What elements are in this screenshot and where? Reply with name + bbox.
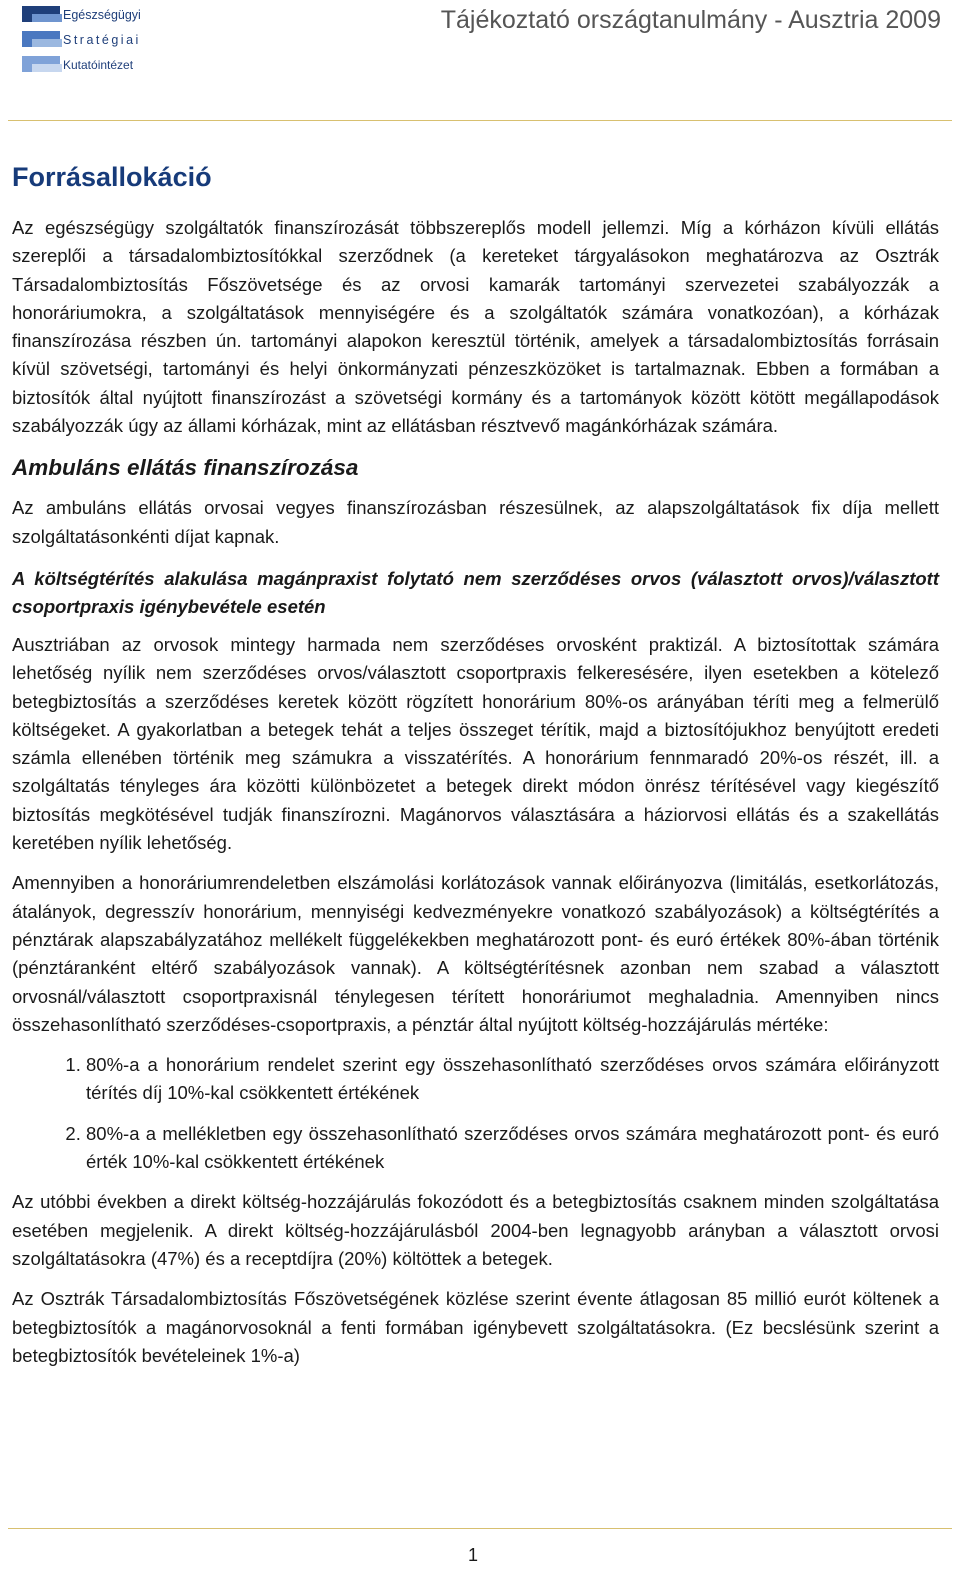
intro-paragraph: Az egészségügy szolgáltatók finanszírozását többszereplős modell jellemzi. Míg a kórházon kívüli ellátás szereplői a társadalombiztosítókkal szerződnek (a kereteket tárgyalásokon meghatározva az Osztrák Társadalombiztosítás Főszövetsége és az orvosi kamarák tartományi szervezetei szabályozzák a honoráriumokra, a szolgáltatások mennyiségére és a szolgáltatók számára vonatkozóan), a kórházak finanszírozása részben ún. tartományi alapokon keresztül történik, amelyek a társadalombiztosítás forrásain kívül szövetségi, tartományi és helyi önkormányzati pénzeszközöket is tartalmaznak. Ebben a formában a biztosítók által nyújtott finanszírozást a szövetségi kormány és a tartományok között kötött megállapodások szabályozzák úgy az állami kórházak, mint az ellátásban résztvevő magánkórházak számára. [12, 217, 939, 437]
document-body [12, 158, 939, 1382]
ambulatory-paragraph: Az ambuláns ellátás orvosai vegyes finanszírozásban részesülnek, az alapszolgáltatások fix díja mellett szolgáltatásonkénti díjat kapnak. [12, 497, 939, 547]
private-paragraph-4: Az Osztrák Társadalombiztosítás Főszövetségének közlése szerint évente átlagosan 85 millió eurót költenek a betegbiztosítók a magánorvosoknál a fenti formában igénybevett szolgáltatásokra. (Ez becslésünk szerint a betegbiztosítók bevételeinek 1%-a) [12, 1288, 939, 1366]
private-paragraph-2: Amennyiben a honoráriumrendeletben elszámolási korlátozások vannak előirányozva (limitálás, esetkorlátozás, átalányok, degresszív honorárium, mennyiségi kedvezményekre vonatkozó szabályozások) a költségtérítés a pénztárak alapszabályzatához mellékelt függelékekben meghatározott pont- és euró értékek 80%-ában történik (pénztáranként eltérő szabályozások vannak). A költségtérítésnek azonban nem szabad a választott orvosnál/választott csoportpraxisnál ténylegesen térített honoráriumot meghaladnia. Amennyiben nincs összehasonlítható szerződéses-csoportpraxis, a pénztár által nyújtott költség-hozzájárulás mértéke: [12, 872, 939, 1035]
logo-text-line1: Egészségügyi [63, 8, 141, 22]
logo-text-line2: Stratégiai [63, 33, 141, 47]
private-paragraph-1: Ausztriában az orvosok mintegy harmada nem szerződéses orvosként praktizál. A biztosítottak számára lehetőség nyílik nem szerződéses orvos/választott csoportpraxis felkeresésére, ilyen esetekben a kötelező betegbiztosítás a szerződéses keretek között rögzített honorárium 80%-os arányában téríti meg a felmerülő költségeket. A gyakorlatban a betegek tehát a teljes összeget térítik, majd a biztosítójukhoz benyújtott eredeti számla ellenében történik meg számukra a visszatérítés. A honorárium fennmaradó 20%-os részét, ill. a szolgáltatás tényleges ára közötti különbözetet a betegek direkt módon önrész térítésével vagy kiegészítő biztosítás megkötésével tudják finanszírozni. Magánorvos választására a háziorvosi ellátás és a szakellátás keretében nyílik lehetőség. [12, 633, 939, 854]
document-header-title: Tájékoztató országtanulmány - Ausztria 2009 [440, 6, 941, 34]
header-divider [8, 120, 952, 121]
footer-divider [8, 1528, 952, 1529]
institute-logo [18, 4, 153, 74]
page-header [0, 0, 960, 122]
list-item: 1. 80%-a a honorárium rendelet szerint egy összehasonlítható szerződéses orvos számára előirányzott térítés díj 10%-kal csökkentett értékének [86, 1051, 939, 1108]
page-number: 1 [467, 1545, 478, 1565]
reimbursement-list [12, 1051, 939, 1176]
private-paragraph-3: Az utóbbi években a direkt költség-hozzájárulás fokozódott és a betegbiztosítás csaknem minden szolgáltatása esetében megjelenik. A direkt költség-hozzájárulásból 2004-ben legnagyobb arányban a választott orvosi szolgáltatásokra (47%) és a receptdíjra (20%) költöttek a betegek. [12, 1191, 939, 1269]
logo-text-line3: Kutatóintézet [63, 58, 134, 72]
private-practice-heading: A költségtérítés alakulása magánpraxist folytató nem szerződéses orvos (választott orvos)/választott csoportpraxis igénybevétele esetén [12, 567, 939, 617]
ambulatory-heading: Ambuláns ellátás finanszírozása [12, 455, 359, 481]
section-title: Forrásallokáció [12, 162, 212, 192]
list-item: 2. 80%-a a mellékletben egy összehasonlítható szerződéses orvos számára meghatározott pont- és euró érték 10%-kal csökkentett értékének [86, 1120, 939, 1177]
